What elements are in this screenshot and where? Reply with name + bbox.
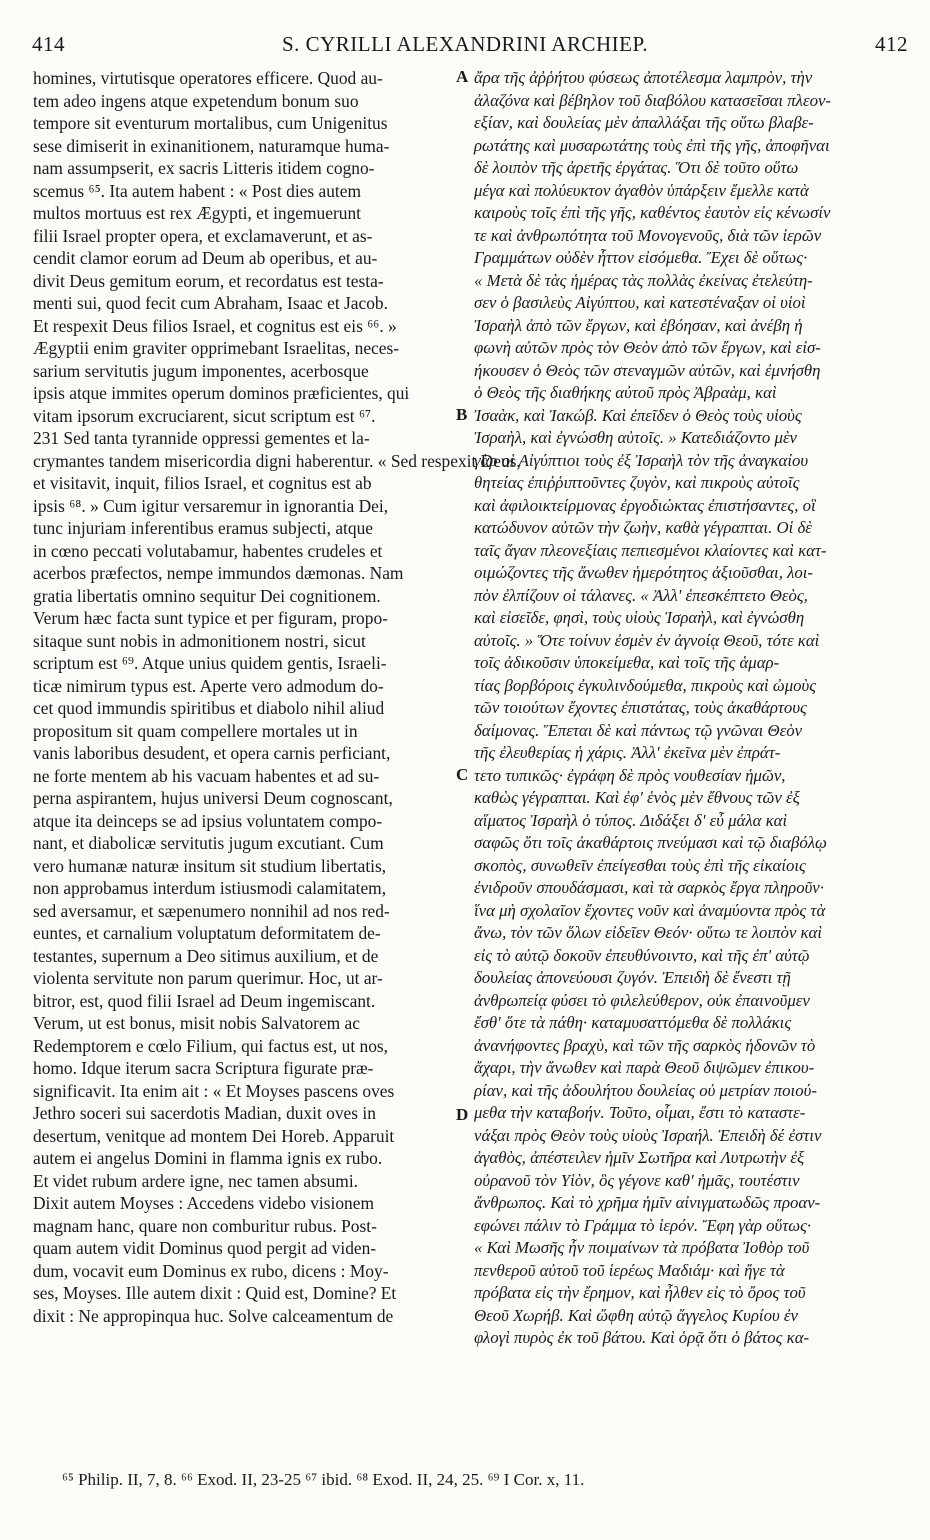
greek-text-line: Θεοῦ Χωρήβ. Καὶ ὤφθη αὐτῷ ἄγγελος Κυρίου ἐν bbox=[474, 1305, 798, 1325]
greek-text-line: τε καὶ ἀνθρωπότητα τοῦ Μονογενοῦς, διὰ τῶν ἱερῶν bbox=[474, 225, 822, 245]
latin-text-line: gratia libertatis omnino sequitur Dei cognitionem. bbox=[33, 585, 381, 606]
greek-text-line: κατώδυνον αὐτῶν τὴν ζωὴν, καθὰ γέγραπται. Οἱ δὲ bbox=[474, 518, 812, 537]
latin-text-line: euntes, et carnalium voluptatum deformitatem de- bbox=[33, 923, 381, 943]
greek-text-line: καὶ ἀφιλοικτείρμονας ἐργοδιώκτας ἐπιστήσαντες, οἳ bbox=[474, 495, 816, 515]
greek-text-line: αἵματος Ἰσραὴλ ὁ τύπος. Διδάξει δ' εὖ μάλα καὶ bbox=[474, 810, 788, 830]
latin-text-line: violenta servitute non parum querimur. Hoc, ut ar- bbox=[33, 968, 383, 988]
latin-text-line: tunc injuriam inferentibus eramus subjecti, atque bbox=[33, 518, 373, 538]
latin-text-line: bitror, est, quod filii Israel ad Deum ingemiscant. bbox=[33, 990, 376, 1011]
greek-text-line: μεθα τὴν καταβοήν. Τοῦτο, οἶμαι, ἔστι τὸ καταστε- bbox=[474, 1103, 806, 1122]
margin-marker-a: A bbox=[456, 67, 469, 86]
latin-text-line: filii Israel propter opera, et exclamaverunt, et as- bbox=[33, 225, 373, 246]
greek-text-line: πενθεροῦ αὐτοῦ τοῦ ἱερέως Μαδιάμ· καὶ ἤγε τὰ bbox=[474, 1260, 785, 1280]
latin-text-line: ses, Moyses. Ille autem dixit : Quid est, Domine? Et bbox=[33, 1283, 397, 1303]
latin-text-line: divit Deus gemitum eorum, et recordatus est testa- bbox=[33, 270, 384, 291]
margin-marker-c: C bbox=[456, 765, 469, 784]
greek-text-line: ἀλαζόνα καὶ βέβηλον τοῦ διαβόλου κατασεῖσαι πλεον- bbox=[474, 90, 831, 110]
greek-text-line: ήκουσεν ὁ Θεὸς τῶν στεναγμῶν αὐτῶν, καὶ ἐμνήσθη bbox=[474, 360, 821, 380]
latin-text-line: atque ita deinceps se ad ipsius voluntatem compo- bbox=[33, 810, 383, 831]
page-number-left: 414 bbox=[32, 32, 65, 56]
greek-text-line: δὲ λοιπὸν τῆς ἀρετῆς ἐργάτας. Ὅτι δὲ τοῦτο οὕτω bbox=[474, 158, 799, 177]
latin-text-line: cendit clamor eorum ad Deum ab operibus, et au- bbox=[33, 248, 378, 268]
latin-column bbox=[33, 67, 521, 1327]
latin-text-line: et visitavit, inquit, filios Israel, et cognitus est ab bbox=[33, 473, 372, 493]
latin-text-line: non approbamus interdum istiusmodi calamitatem, bbox=[33, 878, 387, 898]
latin-text-line: homines, virtutisque operatores efficere. Quod au- bbox=[33, 68, 383, 88]
greek-text-line: σαφῶς ὅτι τοῖς ἀκαθάρτοις πνεύμασι καὶ τῷ διαβόλῳ bbox=[474, 833, 827, 852]
latin-text-line: crymantes tandem misericordia digni haberentur. « Sed respexit Deus, bbox=[33, 450, 521, 471]
latin-text-line: Ægyptii enim graviter opprimebant Israelitas, neces- bbox=[33, 338, 400, 358]
greek-text-line: « Καὶ Μωσῆς ἦν ποιμαίνων τὰ πρόβατα Ἰοθὸρ τοῦ bbox=[474, 1238, 810, 1257]
latin-text-line: vitam ipsorum excruciarent, sicut scriptum est ⁶⁷. bbox=[33, 405, 376, 426]
greek-text-line: Ἰσαὰκ, καὶ Ἰακώβ. Καὶ ἐπεῖδεν ὁ Θεὸς τοὺς υἱοὺς bbox=[474, 405, 802, 425]
latin-text-line: sese dimiserit in exinanitionem, naturamque huma- bbox=[33, 135, 390, 156]
latin-text-line: tempore sit eventurum mortalibus, cum Unigenitus bbox=[33, 113, 388, 133]
greek-text-line: καὶ εἰσεῖδε, φησὶ, τοὺς υἱοὺς Ἰσραὴλ, καὶ ἐγνώσθη bbox=[474, 608, 805, 627]
greek-text-line: δαίμονας. Ἕπεται δὲ καὶ πάντως τῷ γνῶναι Θεὸν bbox=[474, 720, 803, 740]
greek-text-line: φωνὴ αὐτῶν πρὸς τὸν Θεὸν ἀπὸ τῶν ἔργων, καὶ εἰσ- bbox=[474, 338, 821, 357]
greek-text-line: ἵνα μὴ σχολαῖον ἔχοντες νοῦν καὶ ἀναμύοντα πρὸς τὰ bbox=[474, 900, 826, 920]
latin-text-line: sitaque sunt nobis in admonitionem nostri, sicut bbox=[33, 630, 366, 651]
greek-text-line: Γραμμάτων οὐδὲν ἧττον εἰσόμεθα. Ἔχει δὲ οὕτως· bbox=[474, 248, 808, 267]
latin-text-line: nam assumpserit, ex sacris Litteris itidem cogno- bbox=[33, 158, 375, 178]
greek-text-line: τετο τυπικῶς· ἐγράφη δὲ πρὸς νουθεσίαν ἡμῶν, bbox=[474, 765, 786, 785]
latin-text-line: Jethro soceri sui sacerdotis Madian, duxit oves in bbox=[33, 1103, 376, 1123]
footnotes: ⁶⁵ Philip. II, 7, 8. ⁶⁶ Exod. II, 23-25 ⁶⁷ ibid. ⁶⁸ Exod. II, 24, 25. ⁶⁹ I Cor. x, 11. bbox=[62, 1470, 585, 1489]
greek-text-line: φλογὶ πυρὸς ἐκ τοῦ βάτου. Καὶ ὁρᾷ ὅτι ὁ βάτος κα- bbox=[474, 1328, 810, 1347]
latin-text-line: nant, et diabolicæ servitutis jugum excutiant. Cum bbox=[33, 833, 384, 853]
greek-text-line: μέγα καὶ πολύευκτον ἀγαθὸν ὑπάρξειν ἔμελλε κατὰ bbox=[474, 180, 809, 200]
latin-text-line: autem ei angelus Domini in flamma ignis ex rubo. bbox=[33, 1148, 383, 1168]
margin-marker-b: B bbox=[456, 405, 468, 424]
page-header bbox=[0, 26, 930, 60]
greek-text-line: εφώνει πάλιν τὸ Γράμμα τὸ ἱερόν. Ἔφη γὰρ οὕτως· bbox=[474, 1215, 812, 1235]
latin-text-line: ticæ nimirum typus est. Aperte vero admodum do- bbox=[33, 675, 384, 696]
greek-text-line: ὁ Θεὸς τῆς διαθήκης αὐτοῦ πρὸς Ἀβραὰμ, καὶ bbox=[474, 383, 777, 402]
greek-text-line: οὐρανοῦ τὸν Υἱὸν, ὃς γέγονε καθ' ἡμᾶς, τουτέστιν bbox=[474, 1170, 800, 1190]
greek-text-line: ἐνιδροῦν σπουδάσμασι, καὶ τὰ σαρκὸς ἔργα πληροῦν· bbox=[474, 878, 824, 897]
greek-text-line: εξίαν, καὶ δουλείας μὲν ἀπαλλάξαι τῆς οὕτω βλαβε- bbox=[474, 113, 814, 132]
greek-text-line: ἄνθρωπος. Καὶ τὸ χρῆμα ἡμῖν αἰνιγματωδῶς προαν- bbox=[474, 1193, 821, 1212]
latin-text-line: perna aspirantem, hujus universi Deum cognoscant, bbox=[33, 788, 393, 808]
latin-text-line: menti sui, quod fecit cum Abraham, Isaac et Jacob. bbox=[33, 293, 388, 313]
latin-text-line: vanis laboribus desudent, et opera carnis perficiant, bbox=[33, 743, 391, 763]
greek-text-line: ρωτάτης καὶ μυσαρωτάτης τοὺς ἐπὶ τῆς γῆς, ἀποφῆναι bbox=[474, 135, 830, 155]
greek-text-line: τῆς ἐλευθερίας ἡ χάρις. Ἀλλ' ἐκεῖνα μὲν ἐπράτ- bbox=[474, 743, 781, 762]
latin-text-line: Redemptorem e cœlo Filium, qui factus est, ut nos, bbox=[33, 1035, 389, 1056]
latin-text-line: vero humanæ naturæ insitum sit studium libertatis, bbox=[33, 855, 387, 876]
latin-text-line: Dixit autem Moyses : Accedens videbo visionem bbox=[33, 1193, 374, 1213]
latin-text-line: quam autem vidit Dominus quod pergit ad viden- bbox=[33, 1238, 377, 1258]
greek-text-line: καθὼς γέγραπται. Καὶ ἐφ' ἑνὸς μὲν ἔθνους τῶν ἐξ bbox=[474, 788, 800, 807]
greek-text-line: σκοπὸς, συνωθεῖν ἐπείγεσθαι τοὺς ἐπὶ τῆς εἰκαίοις bbox=[474, 855, 806, 875]
greek-text-line: οιμώζοντες τῆς ἄνωθεν ἡμερότητος ἀξιοῦσθαι, λοι- bbox=[474, 563, 814, 582]
greek-column bbox=[474, 67, 916, 1350]
greek-text-line: εἰς τὸ αὐτῷ δοκοῦν ἐπευθύνοιντο, καὶ τῆς ἐπ' αὐτῷ bbox=[474, 945, 810, 965]
latin-text-line: propositum sit quam compellere mortales ut in bbox=[33, 720, 358, 741]
greek-text-line: θητείας ἐπιῤῥιπτοῦντες ζυγὸν, καὶ πικροὺς αὐτοῖς bbox=[474, 473, 800, 492]
greek-text-line: Ἰσραὴλ, καὶ ἐγνώσθη αὐτοῖς. » Κατεδιάζοντο μὲν bbox=[474, 428, 798, 447]
latin-text-line: Verum hæc facta sunt typice et per figuram, propo- bbox=[33, 608, 388, 628]
greek-text-line: αὐτοῖς. » Ὅτε τοίνυν ἐσμὲν ἐν ἀγνοίᾳ Θεοῦ, τότε καὶ bbox=[474, 630, 820, 650]
latin-text-line: tem adeo ingens atque expetendum bonum suo bbox=[33, 90, 359, 111]
latin-text-line: desertum, venitque ad montem Dei Horeb. Apparuit bbox=[33, 1125, 395, 1146]
latin-text-line: significavit. Ita enim ait : « Et Moyses pascens oves bbox=[33, 1080, 395, 1101]
latin-text-line: scriptum est ⁶⁹. Atque unius quidem gentis, Israeli- bbox=[33, 653, 387, 673]
greek-text-line: ἀγαθὸς, ἀπέστειλεν ἡμῖν Σωτῆρα καὶ Λυτρωτὴν ἐξ bbox=[474, 1148, 805, 1167]
latin-text-line: dum, vocavit eum Dominus ex rubo, dicens : Moy- bbox=[33, 1260, 389, 1281]
latin-text-line: sed aversamur, et sæpenumero nonnihil ad nos red- bbox=[33, 900, 390, 921]
greek-text-line: τῶν τοιούτων ἔχοντες ἐπιστάτας, τοὺς ἀκαθάρτους bbox=[474, 698, 807, 717]
greek-text-line: νάξαι πρὸς Θεὸν τοὺς υἱοὺς Ἰσραήλ. Ἐπειδὴ δέ ἐστιν bbox=[474, 1125, 822, 1145]
greek-text-line: δουλείας ἀπονεύουσι ζυγόν. Ἐπειδὴ δὲ ἔνεστι τῇ bbox=[474, 968, 791, 987]
margin-marker-d: D bbox=[456, 1105, 469, 1124]
greek-text-line: γὰρ οἱ Αἰγύπτιοι τοὺς ἐξ Ἰσραὴλ τὸν τῆς ἀναγκαίου bbox=[474, 450, 809, 470]
greek-text-line: Ἰσραὴλ ἀπὸ τῶν ἔργων, καὶ ἐβόησαν, καὶ ἀνέβη ἡ bbox=[474, 315, 803, 335]
latin-text-line: ne forte mentem ab his vacuam habentes et ad su- bbox=[33, 765, 380, 786]
greek-text-line: ρίαν, καὶ τῆς ἀδουλήτου δουλείας οὐ μετρίαν ποιού- bbox=[474, 1080, 817, 1100]
greek-text-line: « Μετὰ δὲ τὰς ἡμέρας τὰς πολλὰς ἐκείνας ἐτελεύτη- bbox=[474, 270, 813, 290]
greek-text-line: ἄρα τῆς ἀῤῥήτου φύσεως ἀποτέλεσμα λαμπρὸν, τὴν bbox=[474, 68, 813, 87]
greek-text-line: καιροὺς τοῖς ἐπὶ τῆς γῆς, καθέντος ἑαυτὸν εἰς κένωσίν bbox=[474, 203, 831, 222]
page-number-right: 412 bbox=[875, 32, 908, 56]
greek-text-line: πὸν ἐλπίζουν οἱ τάλανες. « Ἀλλ' ἐπεσκέπτετο Θεὸς, bbox=[474, 585, 808, 605]
latin-text-line: cet quod immundis spiritibus et diabolo nihil aliud bbox=[33, 698, 385, 718]
latin-text-line: acerbos præfectos, nempe immundos dæmonas. Nam bbox=[33, 563, 404, 583]
running-title: S. CYRILLI ALEXANDRINI ARCHIEP. bbox=[281, 32, 649, 56]
latin-text-line: dixit : Ne appropinqua huc. Solve calceamentum de bbox=[33, 1305, 394, 1326]
greek-text-line: ἀνθρωπείᾳ φύσει τὸ φιλελεύθερον, οὐκ ἐπαινοῦμεν bbox=[474, 990, 810, 1010]
latin-text-line: multos mortuus est rex Ægypti, et ingemuerunt bbox=[33, 203, 361, 223]
latin-text-line: Et respexit Deus filios Israel, et cognitus est eis ⁶⁶. » bbox=[33, 315, 397, 336]
greek-text-line: τοῖς ἀδικοῦσιν ὑποκείμεθα, καὶ τοῖς τῆς ἁμαρ- bbox=[474, 653, 780, 672]
greek-text-line: ἄνω, τὸν τῶν ὅλων εἰδεῖεν Θεόν· οὕτω τε λοιπὸν καὶ bbox=[474, 923, 822, 942]
latin-text-line: Verum, ut est bonus, misit nobis Salvatorem ac bbox=[33, 1013, 360, 1033]
greek-text-line: τίας βορβόροις ἐγκυλινδούμεθα, πικροὺς καὶ ὠμοὺς bbox=[474, 675, 817, 695]
greek-text-line: ἄχαρι, τὴν ἄνωθεν καὶ παρὰ Θεοῦ διψῶμεν ἐπικου- bbox=[474, 1058, 815, 1077]
latin-text-line: Et videt rubum ardere igne, nec tamen absumi. bbox=[33, 1170, 358, 1191]
latin-text-line: magnam hanc, quare non comburitur rubus. Post- bbox=[33, 1215, 377, 1236]
latin-text-line: testantes, supernum a Deo sitimus auxilium, et de bbox=[33, 945, 379, 966]
greek-text-line: σεν ὁ βασιλεὺς Αἰγύπτου, καὶ κατεστέναξαν οἱ υἱοὶ bbox=[474, 293, 806, 312]
latin-text-line: ipsis ⁶⁸. » Cum igitur versaremur in ignorantia Dei, bbox=[33, 495, 389, 516]
latin-text-line: homo. Idque iterum sacra Scriptura figurate præ- bbox=[33, 1058, 374, 1078]
greek-text-line: ταῖς ἄγαν πλεονεξίαις πεπιεσμένοι κλαίοντες καὶ κατ- bbox=[474, 540, 827, 560]
greek-text-line: ἔσθ' ὅτε τὰ πάθη· καταμυσαττόμεθα δὲ πολλάκις bbox=[474, 1013, 792, 1032]
latin-text-line: 231 Sed tanta tyrannide oppressi gementes et la- bbox=[33, 428, 370, 448]
greek-text-line: ἀνανήφοντες βραχὺ, καὶ τῶν τῆς σαρκὸς ἡδονῶν τὸ bbox=[474, 1035, 816, 1055]
latin-text-line: in cœno peccati volutabamur, habentes crudeles et bbox=[33, 540, 383, 561]
latin-text-line: scemus ⁶⁵. Ita autem habent : « Post dies autem bbox=[33, 180, 361, 201]
latin-text-line: ipsis atque immites operum dominos præficientes, qui bbox=[33, 383, 410, 403]
latin-text-line: sarium servitutis jugum imponentes, acerbosque bbox=[33, 360, 369, 381]
greek-text-line: πρόβατα εἰς τὴν ἔρημον, καὶ ἦλθεν εἰς τὸ ὄρος τοῦ bbox=[474, 1283, 806, 1302]
